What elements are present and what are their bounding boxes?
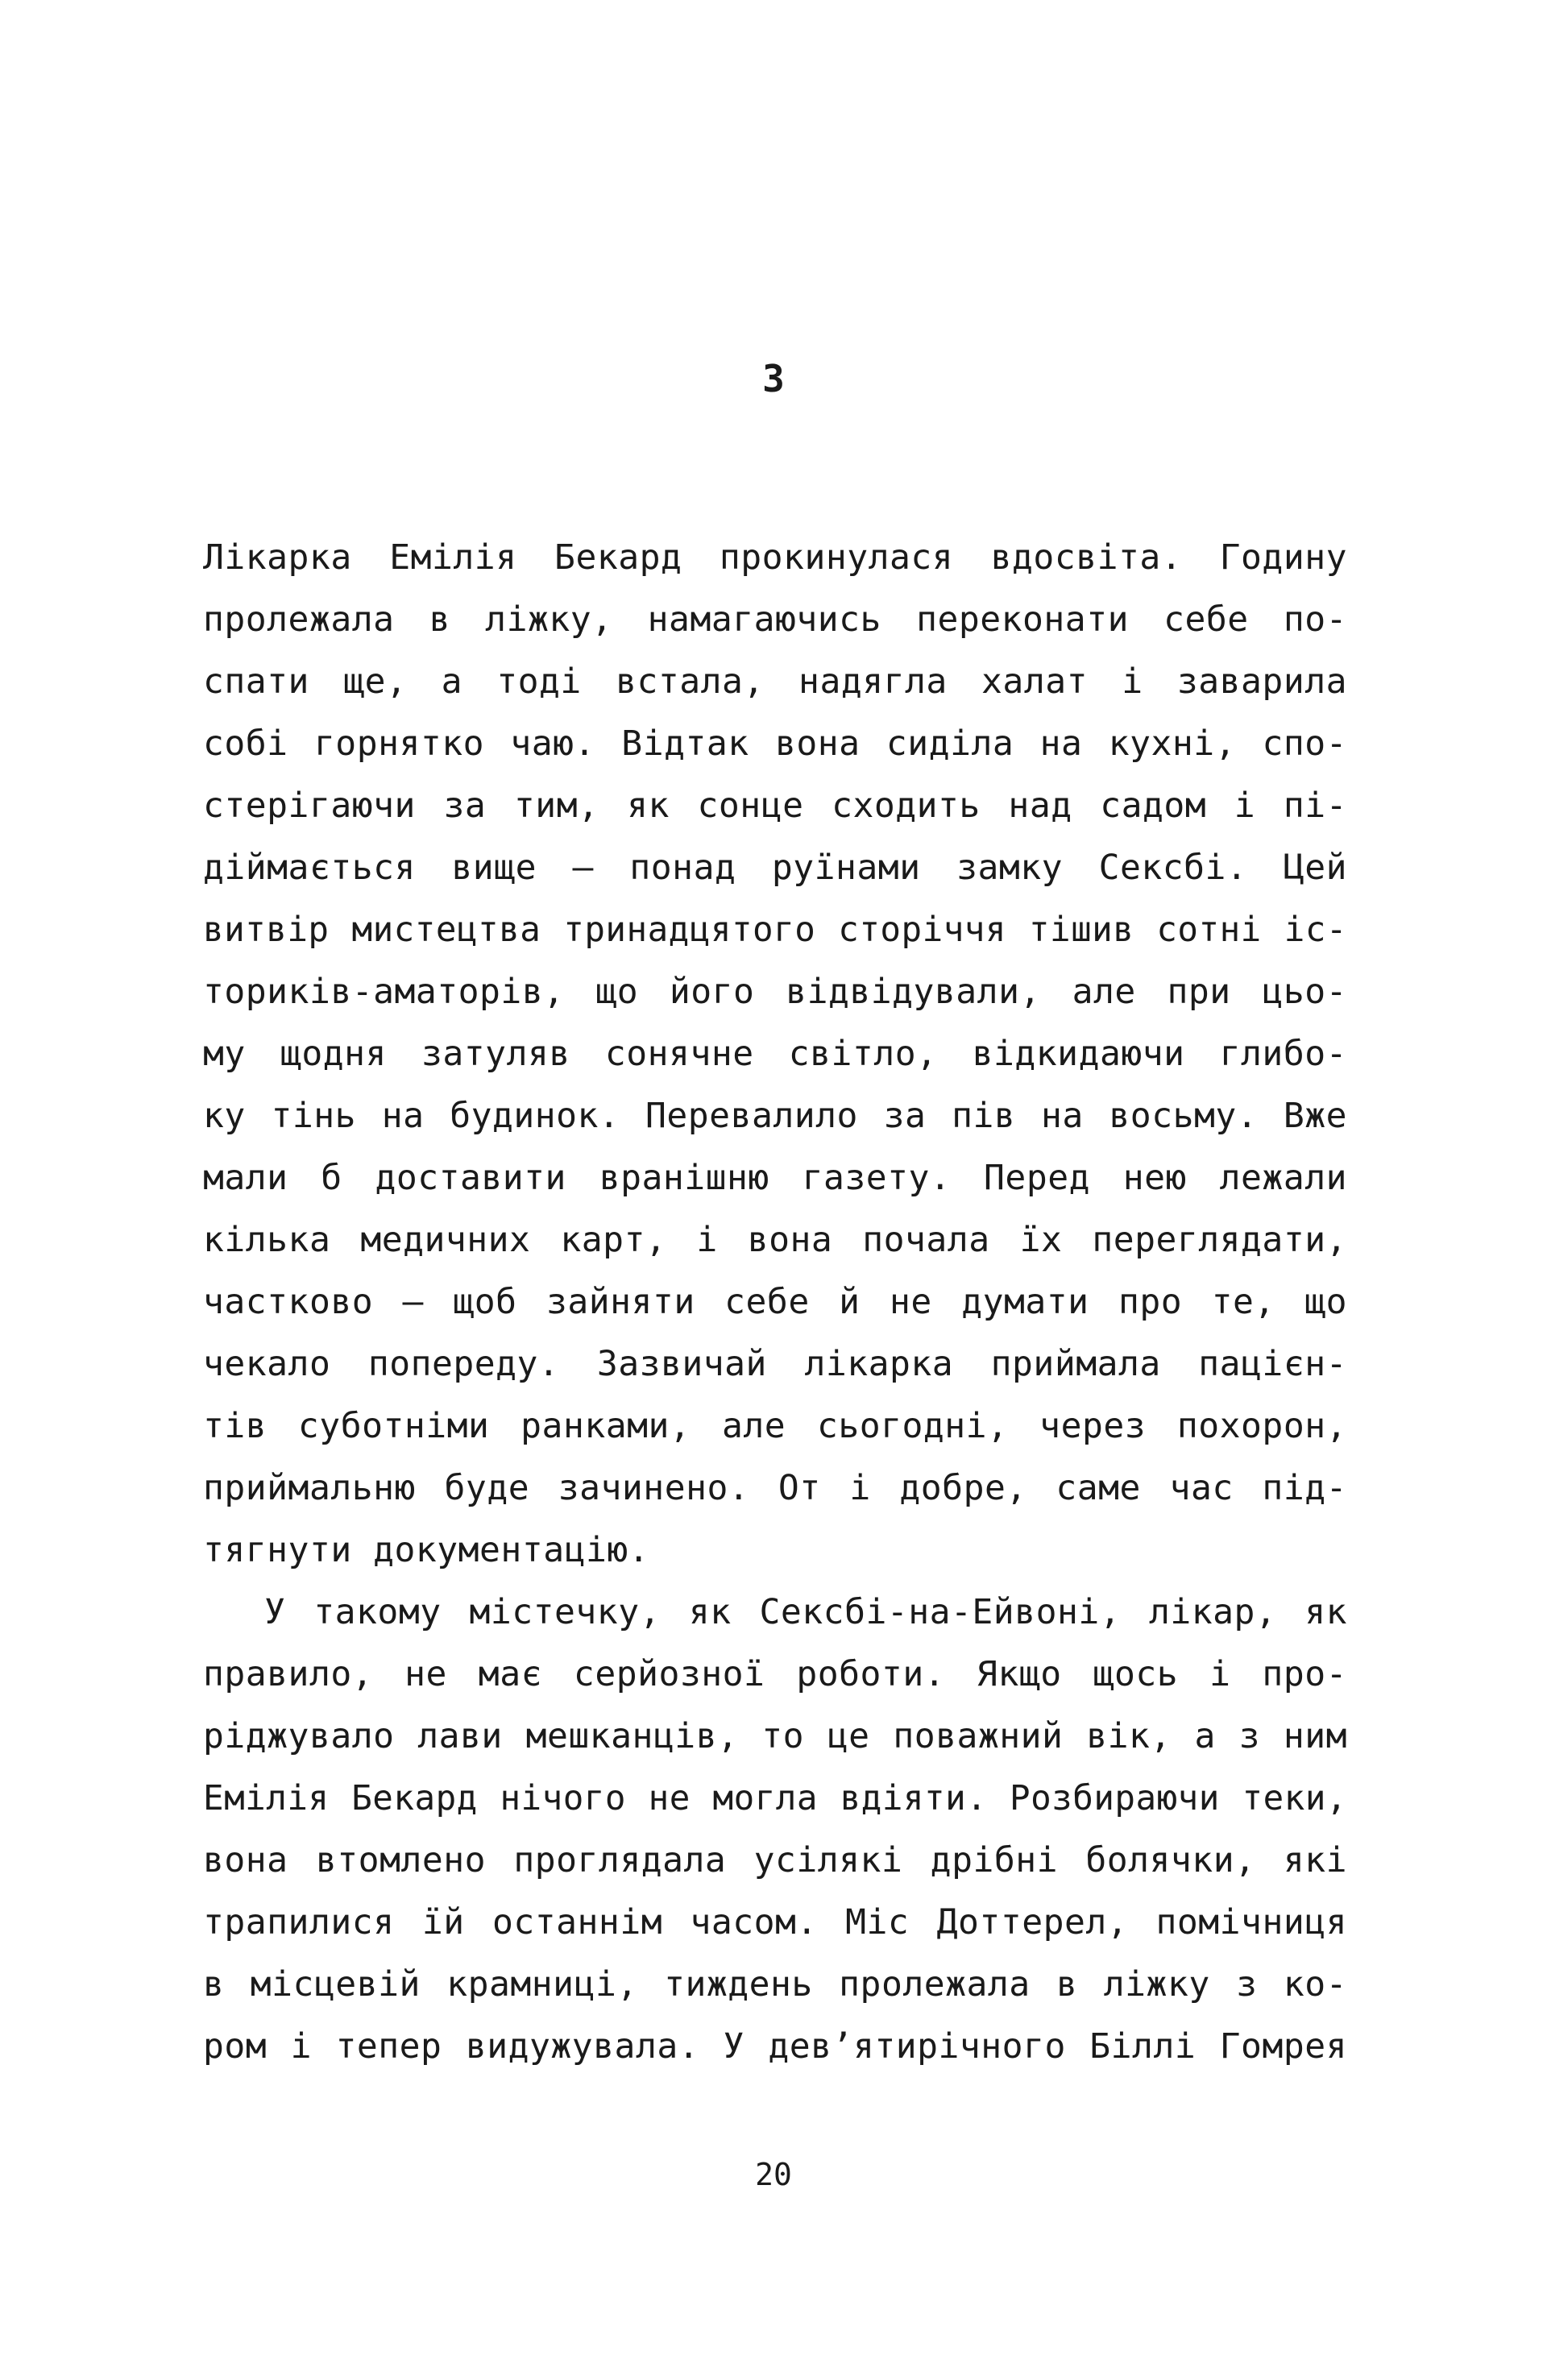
text-line: в місцевій крамниці, тиждень пролежала в ліжку з ко-	[203, 1964, 1347, 2005]
text-line: частково — щоб зайняти себе й не думати про те, що	[203, 1282, 1347, 1322]
text-line: чекало попереду. Зазвичай лікарка приймала пацієн-	[203, 1344, 1347, 1384]
text-line: витвір мистецтва тринадцятого сторіччя тішив сотні іс-	[203, 910, 1347, 950]
text-line: тягнути документацію.	[203, 1530, 650, 1570]
text-line: Емілія Бекард нічого не могла вдіяти. Розбираючи теки,	[203, 1779, 1347, 1818]
text-line: ром і тепер видужувала. У дев’ятирічного Біллі Гомрея	[203, 2026, 1347, 2067]
body-text	[203, 527, 1347, 2078]
text-line: собі горнятко чаю. Відтак вона сиділа на кухні, спо-	[203, 724, 1347, 764]
page-number: 20	[755, 2157, 792, 2192]
text-line: вона втомлено проглядала усілякі дрібні болячки, які	[203, 1840, 1347, 1880]
text-line: стерігаючи за тим, як сонце сходить над садом і пі-	[203, 786, 1347, 826]
text-line: му щодня затуляв сонячне світло, відкидаючи глибо-	[203, 1034, 1347, 1074]
text-line: Лікарка Емілія Бекард прокинулася вдосвіта. Годину	[203, 537, 1347, 578]
text-line: ториків-аматорів, що його відвідували, але при цьо-	[203, 972, 1347, 1012]
text-line: ку тінь на будинок. Перевалило за пів на восьму. Вже	[203, 1096, 1347, 1136]
text-line: правило, не має серйозної роботи. Якщо щось і про-	[203, 1654, 1347, 1694]
text-line: пролежала в ліжку, намагаючись переконати себе по-	[203, 599, 1347, 640]
text-line: ріджувало лави мешканців, то це поважний вік, а з ним	[203, 1716, 1347, 1756]
chapter-number: 3	[762, 357, 785, 400]
text-line: мали б доставити вранішню газету. Перед нею лежали	[203, 1158, 1347, 1198]
text-line: У такому містечку, як Сексбі-на-Ейвоні, лікар, як	[264, 1592, 1347, 1632]
text-line: діймається вище — понад руїнами замку Сексбі. Цей	[203, 848, 1347, 888]
text-line: спати ще, а тоді встала, надягла халат і заварила	[203, 661, 1347, 702]
text-line: приймальню буде зачинено. От і добре, саме час під-	[203, 1468, 1347, 1508]
text-line: кілька медичних карт, і вона почала їх переглядати,	[203, 1220, 1347, 1260]
text-line: трапилися їй останнім часом. Міс Доттерел, помічниця	[203, 1902, 1347, 1943]
text-line: тів суботніми ранками, але сьогодні, через похорон,	[203, 1406, 1347, 1446]
